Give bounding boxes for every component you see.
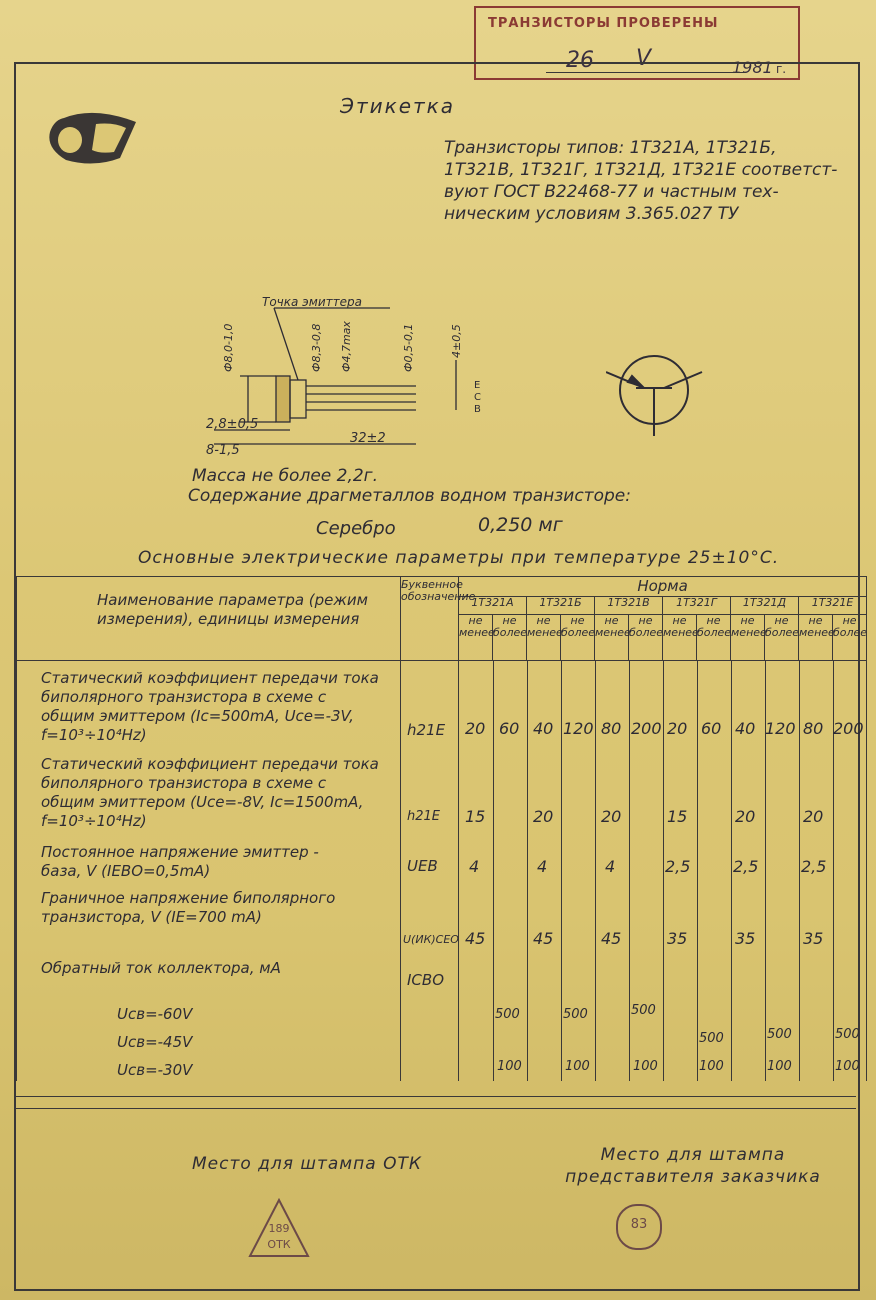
dim-4: Ф0,5-0,1 (402, 323, 415, 372)
value-cell: 4 (605, 857, 616, 876)
param-row-5-sub-1: Uсв=-60V (117, 1005, 193, 1023)
customer-stamp: 83 (616, 1204, 662, 1250)
parameters-table (16, 576, 867, 1081)
intro-line-3: вуют ГОСТ В22468-77 и частным тех- (444, 182, 779, 202)
lead-e: Е (474, 380, 481, 391)
value-cell: 100 (497, 1059, 522, 1074)
value-cell: 20 (533, 807, 554, 826)
min-label: не менее (595, 615, 629, 661)
min-label: не менее (731, 615, 765, 661)
type-header: 1Т321В (595, 597, 663, 615)
max-label: не более (629, 615, 663, 661)
value-cell: 20 (735, 807, 756, 826)
type-header: 1Т321А (459, 597, 527, 615)
max-label: не более (765, 615, 799, 661)
value-cell: 45 (601, 929, 622, 948)
table-bottom-line (16, 1096, 856, 1097)
dim-8: 32±2 (350, 431, 386, 446)
section-divider (16, 1108, 856, 1109)
param-row-2: Статический коэффициент передачи тока биполярного транзистора в схеме с общим эмиттером (Uсе=-8V, Iс=1500mA, f=10³÷10⁴Hz) (41, 755, 379, 830)
customer-stamp-place: Место для штампа представителя заказчика (565, 1145, 821, 1187)
value-cell: 80 (803, 719, 824, 738)
value-cell: 120 (563, 719, 594, 738)
param-row-5: Обратный ток коллектора, мА (41, 959, 281, 977)
value-cell: 500 (835, 1027, 860, 1042)
silver-label: Серебро (316, 518, 396, 539)
stamp-month: V (636, 46, 652, 71)
value-cell: 2,5 (665, 857, 691, 876)
value-cell: 4 (469, 857, 480, 876)
max-label: не более (833, 615, 867, 661)
min-label: не менее (527, 615, 561, 661)
min-label: не менее (459, 615, 493, 661)
value-cell: 15 (667, 807, 688, 826)
value-cell: 100 (835, 1059, 860, 1074)
dim-7: 8-1,5 (206, 443, 240, 458)
value-cell: 2,5 (733, 857, 759, 876)
value-cell: 60 (499, 719, 520, 738)
value-cell: 40 (533, 719, 554, 738)
type-header: 1Т321Г (663, 597, 731, 615)
precious-metals-text: Содержание драгметаллов водном транзисторе: (188, 486, 631, 506)
value-cell: 500 (563, 1007, 588, 1022)
value-cell: 2,5 (801, 857, 827, 876)
param-row-5-sub-2: Uсв=-45V (117, 1033, 193, 1051)
type-header: 1Т321Д (731, 597, 799, 615)
value-cell: 40 (735, 719, 756, 738)
dim-6: 2,8±0,5 (206, 417, 259, 432)
transistor-symbol-icon (606, 350, 706, 440)
max-label: не более (697, 615, 731, 661)
value-cell: 45 (533, 929, 554, 948)
value-cell: 100 (699, 1059, 724, 1074)
emitter-dot-label: Точка эмиттера (262, 295, 362, 309)
max-label: не более (561, 615, 595, 661)
value-cell: 100 (767, 1059, 792, 1074)
value-cell: 200 (631, 719, 662, 738)
symbol-column (401, 661, 459, 1081)
value-cell: 500 (699, 1031, 724, 1046)
symbol-row-5: IСВО (407, 971, 444, 989)
param-row-4: Граничное напряжение биполярного транзистора, V (IЕ=700 mA) (41, 889, 336, 926)
min-label: не менее (799, 615, 833, 661)
param-row-5-sub-3: Uсв=-30V (117, 1061, 193, 1079)
mass-text: Масса не более 2,2г. (192, 466, 379, 486)
intro-line-1: Транзисторы типов: 1Т321А, 1Т321Б, (444, 138, 777, 158)
otk-stamp-number: 189 (268, 1222, 290, 1235)
factory-logo-icon (44, 108, 144, 170)
params-title: Основные электрические параметры при температуре 25±10°С. (138, 548, 780, 568)
value-cell: 20 (601, 807, 622, 826)
value-cell: 35 (667, 929, 688, 948)
lead-c: С (474, 392, 481, 403)
values-area (459, 661, 867, 1081)
otk-stamp-label: ОТК (267, 1238, 291, 1251)
value-cell: 200 (833, 719, 864, 738)
value-cell: 500 (495, 1007, 520, 1022)
value-cell: 20 (667, 719, 688, 738)
stamp-year: 1981 (732, 58, 773, 77)
stamp-day: 26 (566, 48, 594, 73)
value-cell: 60 (701, 719, 722, 738)
symbol-row-2: h21Е (407, 809, 440, 824)
dim-5: 4±0,5 (450, 324, 463, 358)
stamp-text: ТРАНЗИСТОРЫ ПРОВЕРЕНЫ (488, 16, 719, 31)
min-label: не менее (663, 615, 697, 661)
silver-value: 0,250 мг (478, 514, 563, 536)
value-cell: 20 (803, 807, 824, 826)
value-cell: 20 (465, 719, 486, 738)
otk-stamp-place: Место для штампа ОТК (192, 1154, 422, 1174)
value-cell: 35 (735, 929, 756, 948)
page-title: Этикетка (340, 94, 455, 118)
value-cell: 35 (803, 929, 824, 948)
value-cell: 120 (765, 719, 796, 738)
value-cell: 500 (631, 1003, 656, 1018)
dim-2: Ф8,3-0,8 (310, 323, 323, 372)
dim-1: Ф8,0-1,0 (222, 323, 235, 372)
type-header: 1Т321Е (799, 597, 867, 615)
value-cell: 100 (565, 1059, 590, 1074)
param-row-3: Постоянное напряжение эмиттер - база, V (IЕВО=0,5mA) (41, 843, 319, 880)
dim-3: Ф4,7max (340, 321, 353, 372)
value-cell: 500 (767, 1027, 792, 1042)
stamp-year-suffix: г. (776, 62, 787, 76)
norm-header: Норма (459, 577, 867, 597)
otk-stamp-icon (248, 1198, 310, 1260)
value-cell: 45 (465, 929, 486, 948)
transistor-outline-drawing (190, 290, 500, 470)
value-cell: 100 (633, 1059, 658, 1074)
intro-line-2: 1Т321В, 1Т321Г, 1Т321Д, 1Т321Е соответст- (444, 160, 838, 180)
intro-line-4: ническим условиям 3.365.027 ТУ (444, 204, 739, 224)
param-row-1: Статический коэффициент передачи тока биполярного транзистора в схеме с общим эмиттером (Iс=500mA, Uсе=-3V, f=10³÷10⁴Hz) (41, 669, 379, 744)
max-label: не более (493, 615, 527, 661)
value-cell: 15 (465, 807, 486, 826)
type-header: 1Т321Б (527, 597, 595, 615)
param-header: Наименование параметра (режим измерения), единицы измерения (17, 577, 401, 661)
value-cell: 80 (601, 719, 622, 738)
lead-b: В (474, 404, 481, 415)
value-cell: 4 (537, 857, 548, 876)
param-column (17, 661, 401, 1081)
symbol-row-3: UЕВ (407, 857, 438, 875)
symbol-row-4: U(ИК)СЕО (403, 933, 459, 946)
symbol-header: Буквенное обозначение (401, 577, 459, 661)
symbol-row-1: h21Е (407, 721, 446, 739)
